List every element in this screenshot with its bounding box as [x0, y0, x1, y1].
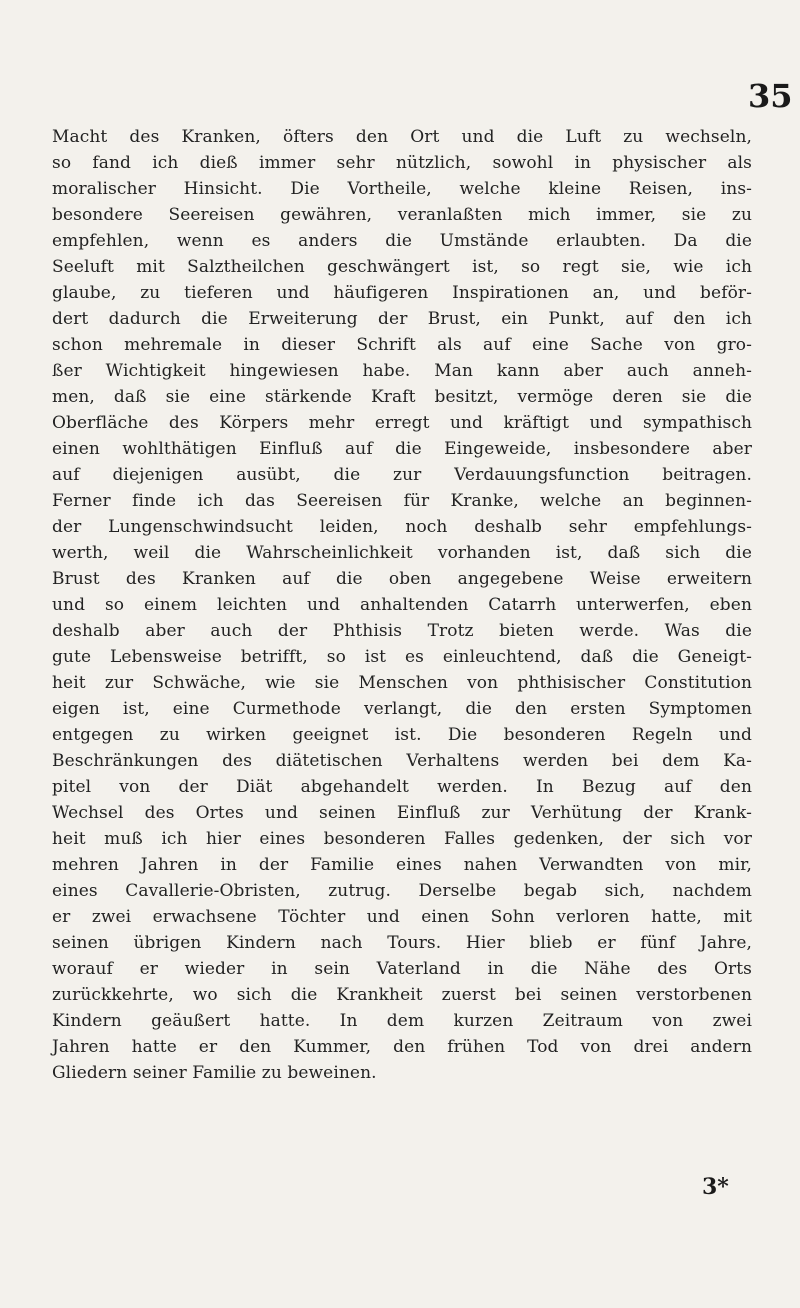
- text-line: werth, weil die Wahrscheinlichkeit vorhanden ist, daß sich die: [52, 543, 752, 563]
- text-line: dert dadurch die Erweiterung der Brust, ein Punkt, auf den ich: [52, 309, 752, 329]
- text-line: Oberfläche des Körpers mehr erregt und kräftigt und sympathisch: [52, 413, 752, 433]
- text-line: empfehlen, wenn es anders die Umstände erlaubten. Da die: [52, 231, 752, 251]
- text-line: Gliedern seiner Familie zu beweinen.: [52, 1063, 377, 1083]
- text-line: moralischer Hinsicht. Die Vortheile, welche kleine Reisen, ins-: [52, 179, 752, 199]
- text-line: Macht des Kranken, öfters den Ort und die Luft zu wechseln,: [52, 127, 752, 147]
- text-line: entgegen zu wirken geeignet ist. Die besonderen Regeln und: [52, 725, 752, 745]
- text-line: gute Lebensweise betrifft, so ist es einleuchtend, daß die Geneigt-: [52, 647, 752, 667]
- text-line: Kindern geäußert hatte. In dem kurzen Zeitraum von zwei: [52, 1011, 752, 1031]
- text-line: besondere Seereisen gewähren, veranlaßten mich immer, sie zu: [52, 205, 752, 225]
- page-number: 35: [748, 77, 793, 115]
- text-line: mehren Jahren in der Familie eines nahen Verwandten von mir,: [52, 855, 752, 875]
- text-line: worauf er wieder in sein Vaterland in die Nähe des Orts: [52, 959, 752, 979]
- text-line: deshalb aber auch der Phthisis Trotz bieten werde. Was die: [52, 621, 752, 641]
- text-line: pitel von der Diät abgehandelt werden. In Bezug auf den: [52, 777, 752, 797]
- text-line: ßer Wichtigkeit hingewiesen habe. Man kann aber auch anneh-: [52, 361, 752, 381]
- text-line: Brust des Kranken auf die oben angegebene Weise erweitern: [52, 569, 752, 589]
- text-line: Ferner finde ich das Seereisen für Kranke, welche an beginnen-: [52, 491, 752, 511]
- text-line: zurückkehrte, wo sich die Krankheit zuerst bei seinen verstorbenen: [52, 985, 752, 1005]
- text-line: einen wohlthätigen Einfluß auf die Eingeweide, insbesondere aber: [52, 439, 752, 459]
- text-line: heit muß ich hier eines besonderen Falles gedenken, der sich vor: [52, 829, 752, 849]
- text-line: Beschränkungen des diätetischen Verhaltens werden bei dem Ka-: [52, 751, 752, 771]
- text-line: eigen ist, eine Curmethode verlangt, die den ersten Symptomen: [52, 699, 752, 719]
- text-line: Seeluft mit Salztheilchen geschwängert ist, so regt sie, wie ich: [52, 257, 752, 277]
- text-line: der Lungenschwindsucht leiden, noch deshalb sehr empfehlungs-: [52, 517, 752, 537]
- text-line: so fand ich dieß immer sehr nützlich, sowohl in physischer als: [52, 153, 752, 173]
- text-line: Jahren hatte er den Kummer, den frühen Tod von drei andern: [52, 1037, 752, 1057]
- text-line: glaube, zu tieferen und häufigeren Inspirationen an, und beför-: [52, 283, 752, 303]
- text-line: heit zur Schwäche, wie sie Menschen von phthisischer Constitution: [52, 673, 752, 693]
- text-line: Wechsel des Ortes und seinen Einfluß zur Verhütung der Krank-: [52, 803, 752, 823]
- text-line: er zwei erwachsene Töchter und einen Sohn verloren hatte, mit: [52, 907, 752, 927]
- text-line: auf diejenigen ausübt, die zur Verdauungsfunction beitragen.: [52, 465, 752, 485]
- text-line: und so einem leichten und anhaltenden Catarrh unterwerfen, eben: [52, 595, 752, 615]
- text-line: schon mehremale in dieser Schrift als auf eine Sache von gro-: [52, 335, 752, 355]
- text-line: seinen übrigen Kindern nach Tours. Hier blieb er fünf Jahre,: [52, 933, 752, 953]
- text-line: men, daß sie eine stärkende Kraft besitzt, vermöge deren sie die: [52, 387, 752, 407]
- text-line: eines Cavallerie-Obristen, zutrug. Derselbe begab sich, nachdem: [52, 881, 752, 901]
- body-text: [52, 124, 752, 1086]
- signature-mark: 3*: [702, 1174, 729, 1200]
